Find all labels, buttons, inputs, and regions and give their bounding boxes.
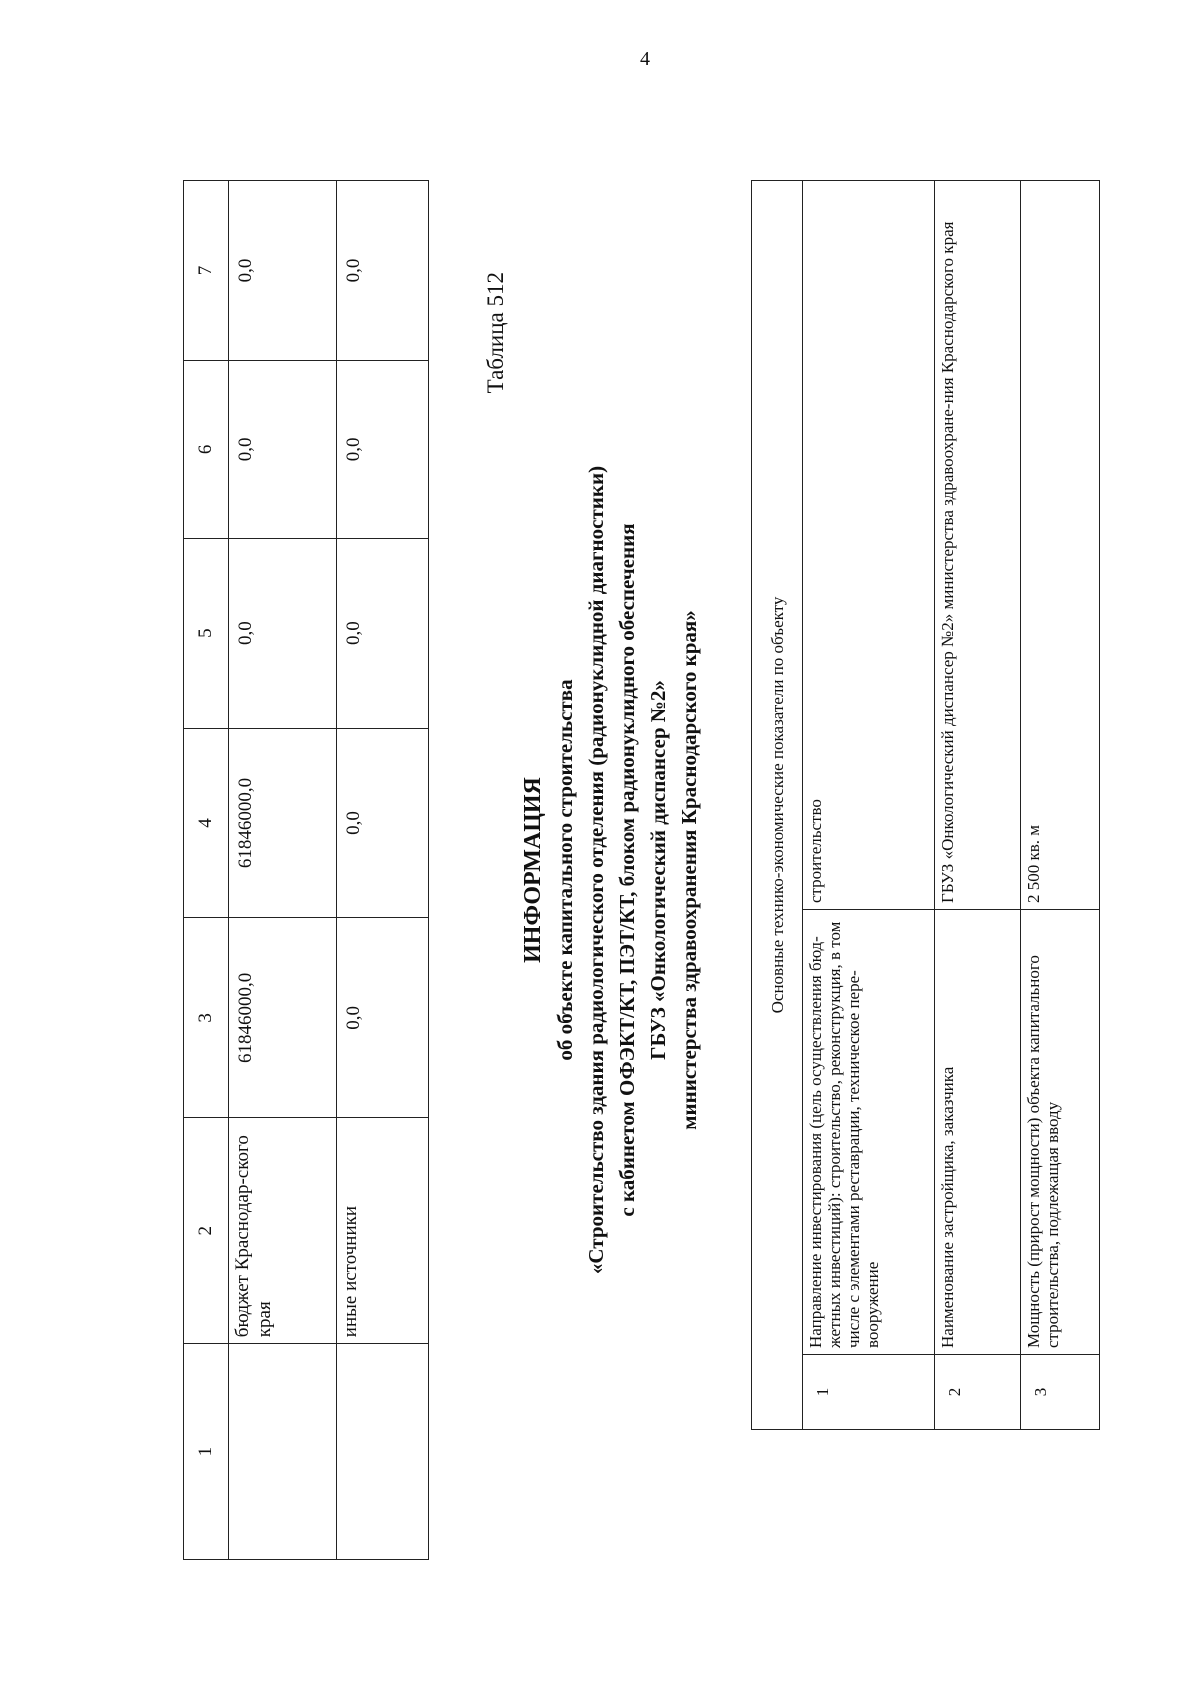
heading-line: ГБУЗ «Онкологический диспансер №2» [646, 680, 670, 1060]
col-header-3: 3 [184, 918, 229, 1118]
indicator-value: 2 500 кв. м [1021, 181, 1100, 910]
page-number: 4 [640, 48, 650, 70]
cell-col1 [337, 1344, 429, 1560]
col-header-2: 2 [184, 1118, 229, 1344]
heading-line: с кабинетом ОФЭКТ/КТ, ПЭТ/КТ, блоком радионуклидного обеспечения [615, 523, 639, 1217]
heading-title: ИНФОРМАЦИЯ [520, 777, 546, 963]
indicator-label: Мощность (прирост мощности) объекта капитального строительства, подлежащая вводу [1021, 910, 1100, 1355]
col-header-4: 4 [184, 728, 229, 918]
indicators-table [751, 180, 1100, 1430]
indicator-label: Наименование застройщика, заказчика [935, 910, 1021, 1355]
cell-source: бюджет Краснодар-ского края [229, 1118, 337, 1344]
col-header-5: 5 [184, 538, 229, 728]
cell-value: 61846000,0 [229, 728, 337, 918]
row-number: 2 [935, 1355, 1021, 1430]
indicators-caption-row [752, 181, 803, 1430]
row-number: 1 [803, 1355, 935, 1430]
rotated-content [183, 180, 1083, 1560]
indicator-value: ГБУЗ «Онкологический диспансер №2» министерства здравоохране-ния Краснодарского края [935, 181, 1021, 910]
cell-value: 0,0 [229, 538, 337, 728]
table-row [337, 181, 429, 1560]
cell-value: 61846000,0 [229, 918, 337, 1118]
cell-value: 0,0 [337, 360, 429, 538]
cell-value: 0,0 [337, 181, 429, 361]
cell-value: 0,0 [337, 918, 429, 1118]
cell-value: 0,0 [229, 360, 337, 538]
table-row [229, 181, 337, 1560]
table-row [1021, 181, 1100, 1430]
financing-table [183, 180, 429, 1560]
financing-header-row [184, 181, 229, 1560]
cell-value: 0,0 [229, 181, 337, 361]
indicator-label: Направление инвестирования (цель осуществления бюд-жетных инвестиций): строительство, реконструкция, в том числе с элементами реставрации, техническое пере-вооружение [803, 910, 935, 1355]
heading-line: министерства здравоохранения Краснодарского края» [677, 610, 701, 1130]
table-row [803, 181, 935, 1430]
heading-line: «Строительство здания радиологического отделения (радионуклидной диагностики) [584, 465, 608, 1275]
col-header-7: 7 [184, 181, 229, 361]
cell-source: иные источники [337, 1118, 429, 1344]
cell-value: 0,0 [337, 538, 429, 728]
table-number-label: Таблица 512 [483, 272, 508, 394]
col-header-6: 6 [184, 360, 229, 538]
document-heading [517, 180, 705, 1560]
cell-value: 0,0 [337, 728, 429, 918]
heading-line: об объекте капитального строительства [553, 679, 577, 1061]
indicator-value: строительство [803, 181, 935, 910]
indicators-caption: Основные технико-экономические показатели по объекту [752, 181, 803, 1430]
table-row [935, 181, 1021, 1430]
cell-col1 [229, 1344, 337, 1560]
row-number: 3 [1021, 1355, 1100, 1430]
col-header-1: 1 [184, 1344, 229, 1560]
